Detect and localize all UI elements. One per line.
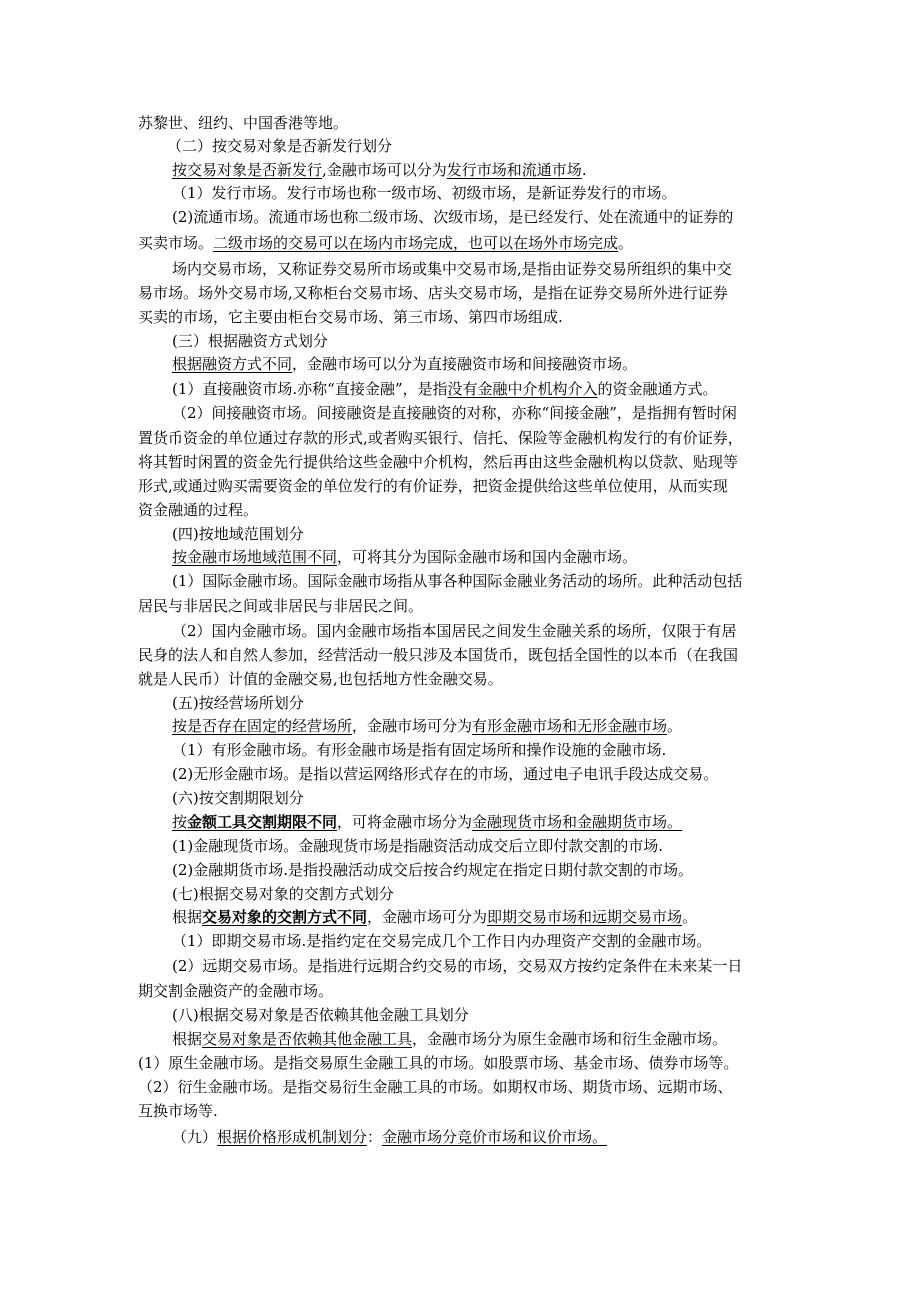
- text-segment: 互换市场等.: [138, 1102, 218, 1120]
- text-line: [138, 1076, 733, 1098]
- text-segment: (六)按交割期限划分: [172, 789, 304, 807]
- text-segment: 根据: [172, 908, 203, 926]
- text-segment: (1）原生金融市场。是指交易原生金融工具的市场。如股票市场、基金市场、债券市场等。: [138, 1054, 739, 1072]
- text-segment: 根据价格形成机制划分: [217, 1128, 368, 1146]
- text-segment: (三）根据融资方式划分: [172, 332, 328, 350]
- text-segment: 场内交易市场，又称证券交易所市场或集中交易市场,是指由证券交易所组织的集中交: [172, 260, 732, 278]
- text-segment: ，可将其分为国际金融市场和国内金融市场。: [337, 548, 638, 566]
- text-line: [172, 182, 677, 204]
- text-line: [172, 835, 663, 857]
- text-line: [138, 668, 503, 690]
- text-line: [172, 859, 693, 881]
- section-heading: [172, 330, 328, 352]
- text-segment: (2）远期交易市场。是指进行远期合约交易的市场，交易双方按约定条件在未来某一日: [172, 957, 743, 975]
- text-segment: 。: [682, 908, 698, 926]
- text-segment: 。: [667, 717, 683, 735]
- text-segment: 按金融市场地域范围不同: [172, 548, 338, 566]
- section-heading: [172, 883, 394, 905]
- text-segment: 按交易对象是否新发行: [172, 161, 323, 179]
- text-segment: 有形金融市场和无形金融市场: [472, 717, 668, 735]
- section-heading: [172, 787, 304, 809]
- text-line: [172, 402, 737, 424]
- section-heading: [172, 692, 304, 714]
- text-segment: 就是人民币）计值的金融交易,也包括地方性金融交易。: [138, 670, 503, 688]
- text-segment: ,金融市场可以分为: [322, 161, 447, 179]
- text-line: [138, 980, 333, 1002]
- text-segment: ，可将金融市场分为: [337, 813, 473, 831]
- text-line: [138, 451, 738, 473]
- text-segment: （1）即期交易市场.是指约定在交易完成几个工作日内办理资产交割的金融市场。: [172, 932, 712, 950]
- section-heading: [172, 523, 304, 545]
- text-line: [172, 159, 587, 181]
- text-segment: 苏黎世、纽约、中国香港等地。: [138, 114, 349, 132]
- text-segment: 没有金融中介机构介入: [447, 380, 598, 398]
- text-segment: 置货币资金的单位通过存款的形式,或者购买银行、信托、保险等金融机构发行的有价证券，: [138, 429, 743, 447]
- text-line: [172, 763, 718, 785]
- text-segment: ，金融市场可分为: [367, 908, 488, 926]
- text-line: [138, 1052, 738, 1074]
- text-segment: （2）间接融资市场。间接融资是直接融资的对称，亦称“间接金融”，是指拥有暂时闲: [172, 404, 737, 422]
- text-segment: （九）: [172, 1128, 218, 1146]
- text-line: [138, 1100, 218, 1122]
- text-segment: (2)金融期货市场.是指投融活动成交后按合约规定在指定日期付款交割的市场。: [172, 861, 694, 879]
- text-segment: 二级市场的交易可以在场内市场完成，也可以在场外市场完成: [213, 234, 619, 252]
- text-line: [172, 739, 666, 761]
- text-line: [172, 811, 682, 833]
- text-line: [172, 353, 637, 375]
- text-line: [138, 499, 258, 521]
- text-segment: 期交割金融资产的金融市场。: [138, 982, 334, 1000]
- text-line: [172, 206, 733, 228]
- text-segment: (2)流通市场。流通市场也称二级市场、次级市场，是已经发行、处在流通中的证券的: [172, 208, 734, 226]
- text-segment: ：: [367, 1128, 383, 1146]
- text-segment: (七)根据交易对象的交割方式划分: [172, 885, 394, 903]
- text-segment: 按是否存在固定的经营场所: [172, 717, 353, 735]
- text-segment: (五)按经营场所划分: [172, 694, 304, 712]
- text-segment: (1）国际金融市场。国际金融市场指从事各种国际金融业务活动的场所。此种活动包括: [172, 572, 743, 590]
- text-line: [138, 427, 743, 449]
- text-segment: 将其暂时闲置的资金先行提供给这些金融中介机构，然后再由这些金融机构以贷款、贴现等: [138, 453, 739, 471]
- text-segment: （2）衍生金融市场。是指交易衍生金融工具的市场。如期权市场、期货市场、远期市场、: [138, 1078, 733, 1096]
- text-segment: (1)金融现货市场。金融现货市场是指融资活动成交后立即付款交割的市场.: [172, 837, 664, 855]
- text-segment: 居民与非居民之间或非居民与非居民之间。: [138, 597, 424, 615]
- text-line: [138, 644, 738, 666]
- text-line: [138, 232, 633, 254]
- text-segment: 的资金融通方式。: [597, 380, 718, 398]
- text-line: [138, 306, 563, 328]
- text-line: [138, 282, 728, 304]
- text-segment: (四)按地域范围划分: [172, 525, 304, 543]
- section-heading: [172, 1004, 469, 1026]
- text-segment: （2）国内金融市场。国内金融市场指本国居民之间发生金融关系的场所，仅限于有居: [172, 622, 737, 640]
- text-segment: 根据: [172, 1030, 203, 1048]
- text-line: [172, 570, 742, 592]
- text-segment: （1）有形金融市场。有形金融市场是指有固定场所和操作设施的金融市场.: [172, 741, 667, 759]
- text-segment: .: [581, 161, 587, 179]
- text-segment: （1）发行市场。发行市场也称一级市场、初级市场，是新证券发行的市场。: [172, 184, 677, 202]
- section-heading: [172, 1126, 607, 1148]
- text-segment: 资金融通的过程。: [138, 501, 259, 519]
- section-heading: [167, 135, 392, 157]
- text-line: [172, 906, 697, 928]
- text-segment: 金融现货市场和金融期货市场。: [472, 813, 683, 831]
- text-line: [172, 378, 718, 400]
- text-line: [172, 258, 732, 280]
- text-segment: 买卖的市场，它主要由柜台交易市场、第三市场、第四市场组成.: [138, 308, 563, 326]
- text-segment: 易市场。场外交易市场,又称柜台交易市场、店头交易市场，是指在证券交易所外进行证券: [138, 284, 728, 302]
- text-segment: 金融市场分竞价市场和议价市场。: [382, 1128, 608, 1146]
- text-line: [172, 546, 637, 568]
- text-line: [138, 112, 348, 134]
- text-line: [172, 715, 682, 737]
- text-segment: 按: [172, 813, 188, 831]
- text-segment: 民身的法人和自然人参加，经营活动一般只涉及本国货币，既包括全国性的以本币（在我国: [138, 646, 739, 664]
- text-segment: ，金融市场分为原生金融市场和衍生金融市场。: [412, 1030, 728, 1048]
- text-segment: 即期交易市场和远期交易市场: [487, 908, 683, 926]
- text-line: [138, 595, 423, 617]
- text-line: [138, 475, 728, 497]
- text-segment: 发行市场和流通市场: [446, 161, 582, 179]
- text-segment: (八)根据交易对象是否依赖其他金融工具划分: [172, 1006, 469, 1024]
- text-segment: 形式,或通过购买需要资金的单位发行的有价证券，把资金提供给这些单位使用，从而实现: [138, 477, 728, 495]
- text-segment: 买卖市场。: [138, 234, 214, 252]
- text-segment: (2)无形金融市场。是指以营运网络形式存在的市场，通过电子电讯手段达成交易。: [172, 765, 719, 783]
- text-segment: 金额工具交割期限不同: [187, 813, 338, 831]
- text-segment: 。: [618, 234, 634, 252]
- text-segment: （二）按交易对象是否新发行划分: [167, 137, 393, 155]
- text-segment: (1）直接融资市场.亦称“直接金融”，是指: [172, 380, 448, 398]
- text-line: [172, 620, 737, 642]
- text-line: [172, 1028, 727, 1050]
- text-segment: 交易对象是否依赖其他金融工具: [202, 1030, 413, 1048]
- text-segment: ，金融市场可分为: [352, 717, 473, 735]
- text-segment: 交易对象的交割方式不同: [202, 908, 368, 926]
- text-segment: ，金融市场可以分为直接融资市场和间接融资市场。: [292, 355, 638, 373]
- text-segment: 根据融资方式不同: [172, 355, 293, 373]
- text-line: [172, 955, 742, 977]
- text-line: [172, 930, 711, 952]
